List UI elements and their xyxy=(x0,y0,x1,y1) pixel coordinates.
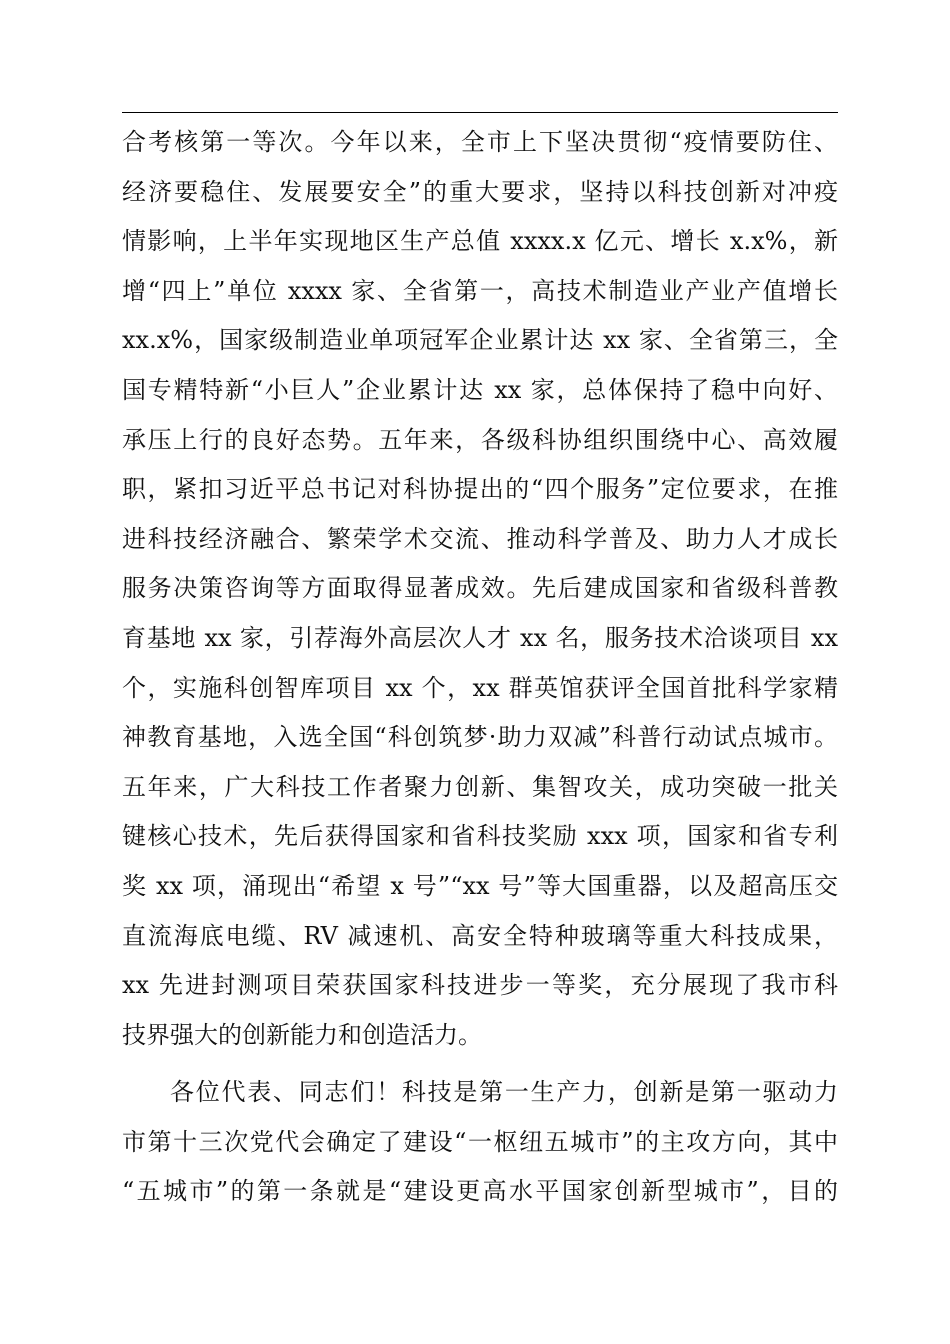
text-line: xx 先进封测项目荣获国家科技进步一等奖，充分展现了我市科 xyxy=(122,971,838,1000)
paragraph-1 xyxy=(122,118,838,1060)
text-line: 职，紧扣习近平总书记对科协提出的“四个服务”定位要求，在推 xyxy=(122,475,838,504)
text-line: 直流海底电缆、RV 减速机、高安全特种玻璃等重大科技成果， xyxy=(122,921,838,950)
text-line: 市第十三次党代会确定了建设“一枢纽五城市”的主攻方向，其中 xyxy=(122,1127,838,1156)
text-line: 承压上行的良好态势。五年来，各级科协组织围绕中心、高效履 xyxy=(122,425,838,454)
text-line: 五年来，广大科技工作者聚力创新、集智攻关，成功突破一批关 xyxy=(122,772,838,801)
text-line: 增“四上”单位 xxxx 家、全省第一，高技术制造业产业产值增长 xyxy=(122,276,838,305)
text-line: “五城市”的第一条就是“建设更高水平国家创新型城市”，目的 xyxy=(122,1177,838,1206)
text-line: xx.x%，国家级制造业单项冠军企业累计达 xx 家、全省第三，全 xyxy=(122,326,838,355)
text-line: 服务决策咨询等方面取得显著成效。先后建成国家和省级科普教 xyxy=(122,574,838,603)
body-text xyxy=(122,118,838,1217)
paragraph-gap xyxy=(122,1060,838,1068)
text-line: 育基地 xx 家，引荐海外高层次人才 xx 名，服务技术洽谈项目 xx xyxy=(122,623,838,652)
text-line: 神教育基地，入选全国“科创筑梦·助力双减”科普行动试点城市。 xyxy=(122,723,838,752)
text-line: 国专精特新“小巨人”企业累计达 xx 家，总体保持了稳中向好、 xyxy=(122,375,838,404)
header-rule xyxy=(122,112,838,113)
text-line: 技界强大的创新能力和创造活力。 xyxy=(122,1020,482,1049)
text-line: 个，实施科创智库项目 xx 个，xx 群英馆获评全国首批科学家精 xyxy=(122,673,838,702)
text-line: 情影响，上半年实现地区生产总值 xxxx.x 亿元、增长 x.x%，新 xyxy=(122,227,838,256)
text-line: 经济要稳住、发展要安全”的重大要求，坚持以科技创新对冲疫 xyxy=(122,177,838,206)
text-line: 键核心技术，先后获得国家和省科技奖励 xxx 项，国家和省专利 xyxy=(122,822,838,851)
text-line: 进科技经济融合、繁荣学术交流、推动科学普及、助力人才成长 xyxy=(122,524,838,553)
paragraph-2 xyxy=(122,1068,838,1217)
text-line: 奖 xx 项，涌现出“希望 x 号”“xx 号”等大国重器，以及超高压交 xyxy=(122,871,838,900)
text-line: 各位代表、同志们！科技是第一生产力，创新是第一驱动力 xyxy=(170,1078,838,1107)
text-line: 合考核第一等次。今年以来，全市上下坚决贯彻“疫情要防住、 xyxy=(122,128,838,156)
